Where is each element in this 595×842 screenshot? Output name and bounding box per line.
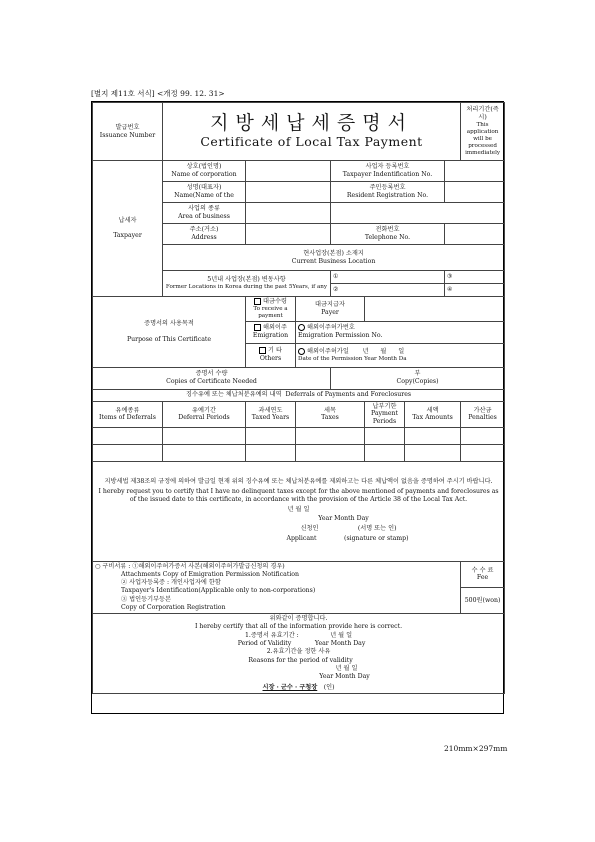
purpose-emigration-option[interactable]: 해외이주 Emigration — [246, 321, 296, 343]
tin-field[interactable] — [445, 161, 505, 182]
issuance-number-cell — [93, 103, 163, 161]
purpose-label: 증명서의 사용목적 Purpose of This Certificate — [93, 297, 246, 368]
fee-amount: 500원(won) — [461, 587, 505, 613]
deferral-title: 징수유예 또는 체납처분유예의 내역 Deferrals of Payments and Foreclosures — [93, 389, 505, 401]
attachments-block: ○ 구비서류 : ①해외이주허가증서 사본(해외이주허가발급신청의 경우) Attachments Copy of Emigration Permission Notification ② 사업자등록증 : 개인사업자에 한함 Taxpayer's Identification(Applicable only to non-corporations) ③ 법인등기부등본 Copy of Corporation Registration — [93, 561, 461, 613]
telephone-field[interactable] — [445, 224, 505, 245]
deferral-col-items: 유예종류 Items of Deferrals — [93, 401, 163, 427]
declaration-date-en: Year Month Day — [318, 515, 369, 523]
emigration-checkbox[interactable] — [254, 324, 261, 331]
bullet-icon — [298, 324, 305, 331]
corp-name-field[interactable] — [246, 161, 331, 182]
mayor-signature: 시장 · 군수 · 구청장 (인) — [262, 683, 335, 691]
emigration-permission-no[interactable]: 해외이주허가번호 Emigration Permission No. — [296, 321, 505, 343]
deferral-row — [93, 444, 505, 461]
taxpayer-ko: 납세자 — [118, 216, 137, 224]
deferral-row — [93, 427, 505, 444]
rep-name-label: 성명(대표자) Name(Name of the — [163, 182, 246, 203]
title-ko: 지방세납세증명서 — [210, 112, 413, 135]
payer-label: 대금지급자 Payer — [296, 297, 365, 322]
certification-block: 위와같이 증명합니다. I hereby certify that all of the information provide here is correct. 1.증명서 유효기간 : 년 월 일 Period of Validity Year Month Day 2.유효기간을 정한 사유 Reasons for the period of validity 년 월 일 Year Month Day 시장 · 군수 · 구청장 (인) — [93, 613, 505, 693]
deferral-col-penalties: 가산금 Penalties — [461, 401, 505, 427]
payment-checkbox[interactable] — [254, 298, 261, 305]
taxpayer-label-cell — [93, 161, 163, 297]
issuance-label-en: Issuance Number — [99, 131, 156, 139]
declaration-date[interactable]: 년 월 일 — [287, 505, 310, 513]
former-location-3[interactable]: ③ — [445, 271, 505, 284]
address-label: 주소(거소) Address — [163, 224, 246, 245]
declaration-en: I hereby request you to certify that I have no delinquent taxes except for the above mentioned of payments and foreclosures as of the issued date to this certificate, in accordance with the provision of the Article 38 of the Local Tax Act. — [98, 488, 499, 503]
deferral-col-periods: 유예기간 Deferral Periods — [163, 401, 246, 427]
form-reference: [별지 제11호 서식] <개정 99. 12. 31> — [91, 89, 225, 98]
declaration-ko: 지방세법 제38조의 규정에 의하여 발급일 현재 위의 징수유예 또는 체납처분유예를 제외하고는 다른 체납액이 없음을 증명하여 주시기 바랍니다. — [104, 478, 493, 486]
processing-en: This application will be processed immediately — [465, 121, 501, 156]
deferral-col-amounts: 세액 Tax Amounts — [405, 401, 461, 427]
former-location-2[interactable]: ② — [331, 284, 445, 297]
purpose-payment-option[interactable]: 대금수령 To receive a payment — [246, 297, 296, 322]
payer-field[interactable] — [365, 297, 505, 322]
deferral-col-payment: 납부기한 Payment Periods — [365, 401, 405, 427]
title-cell — [163, 103, 461, 161]
resident-no-field[interactable] — [445, 182, 505, 203]
taxpayer-en: Taxpayer — [113, 232, 142, 240]
others-checkbox[interactable] — [259, 347, 266, 354]
declaration-block — [93, 461, 505, 561]
current-location-label: 현사업장(본점) 소재지 Current Business Location — [163, 245, 505, 271]
former-location-label: 5년내 사업장(본점) 변동사항 Former Locations in Korea during the past 5Years, if any — [163, 271, 331, 297]
processing-period-cell — [461, 103, 505, 161]
former-location-4[interactable]: ④ — [445, 284, 505, 297]
emigration-permission-date[interactable]: 해외이주허가일 년 월 일 Date of the Permission Year Month Da — [296, 343, 505, 367]
address-field[interactable] — [246, 224, 331, 245]
issuance-label-ko: 발급번호 — [115, 123, 140, 131]
processing-ko: 처리기간(즉시) — [466, 106, 499, 122]
purpose-others-option[interactable]: 기 타 Others — [246, 343, 296, 367]
blank-cell — [331, 203, 505, 224]
deferral-col-years: 과세연도 Taxed Years — [246, 401, 296, 427]
paper-size: 210mm×297mm — [444, 744, 508, 753]
deferral-col-taxes: 세목 Taxes — [296, 401, 365, 427]
applicant-line-en: Applicant (signature or stamp) — [286, 534, 409, 542]
bullet-icon — [298, 348, 305, 355]
copies-field[interactable]: 부 Copy(Copies) — [331, 367, 505, 389]
business-area-field[interactable] — [246, 203, 331, 224]
copies-needed-label: 증명서 수량 Copies of Certificate Needed — [93, 367, 331, 389]
corp-name-label: 상호(법인명) Name of corporation — [163, 161, 246, 182]
resident-no-label: 주민등록번호 Resident Registration No. — [331, 182, 445, 203]
former-location-1[interactable]: ① — [331, 271, 445, 284]
certificate-form — [91, 101, 504, 714]
business-area-label: 사업의 종류 Area of business — [163, 203, 246, 224]
telephone-label: 전화번호 Telephone No. — [331, 224, 445, 245]
rep-name-field[interactable] — [246, 182, 331, 203]
applicant-line[interactable]: 신청인 (서명 또는 인) — [300, 525, 397, 533]
title-en: Certificate of Local Tax Payment — [200, 134, 423, 150]
tin-label: 사업자 등록번호 Taxpayer Indentification No. — [331, 161, 445, 182]
fee-label: 수 수 료 Fee — [461, 561, 505, 587]
